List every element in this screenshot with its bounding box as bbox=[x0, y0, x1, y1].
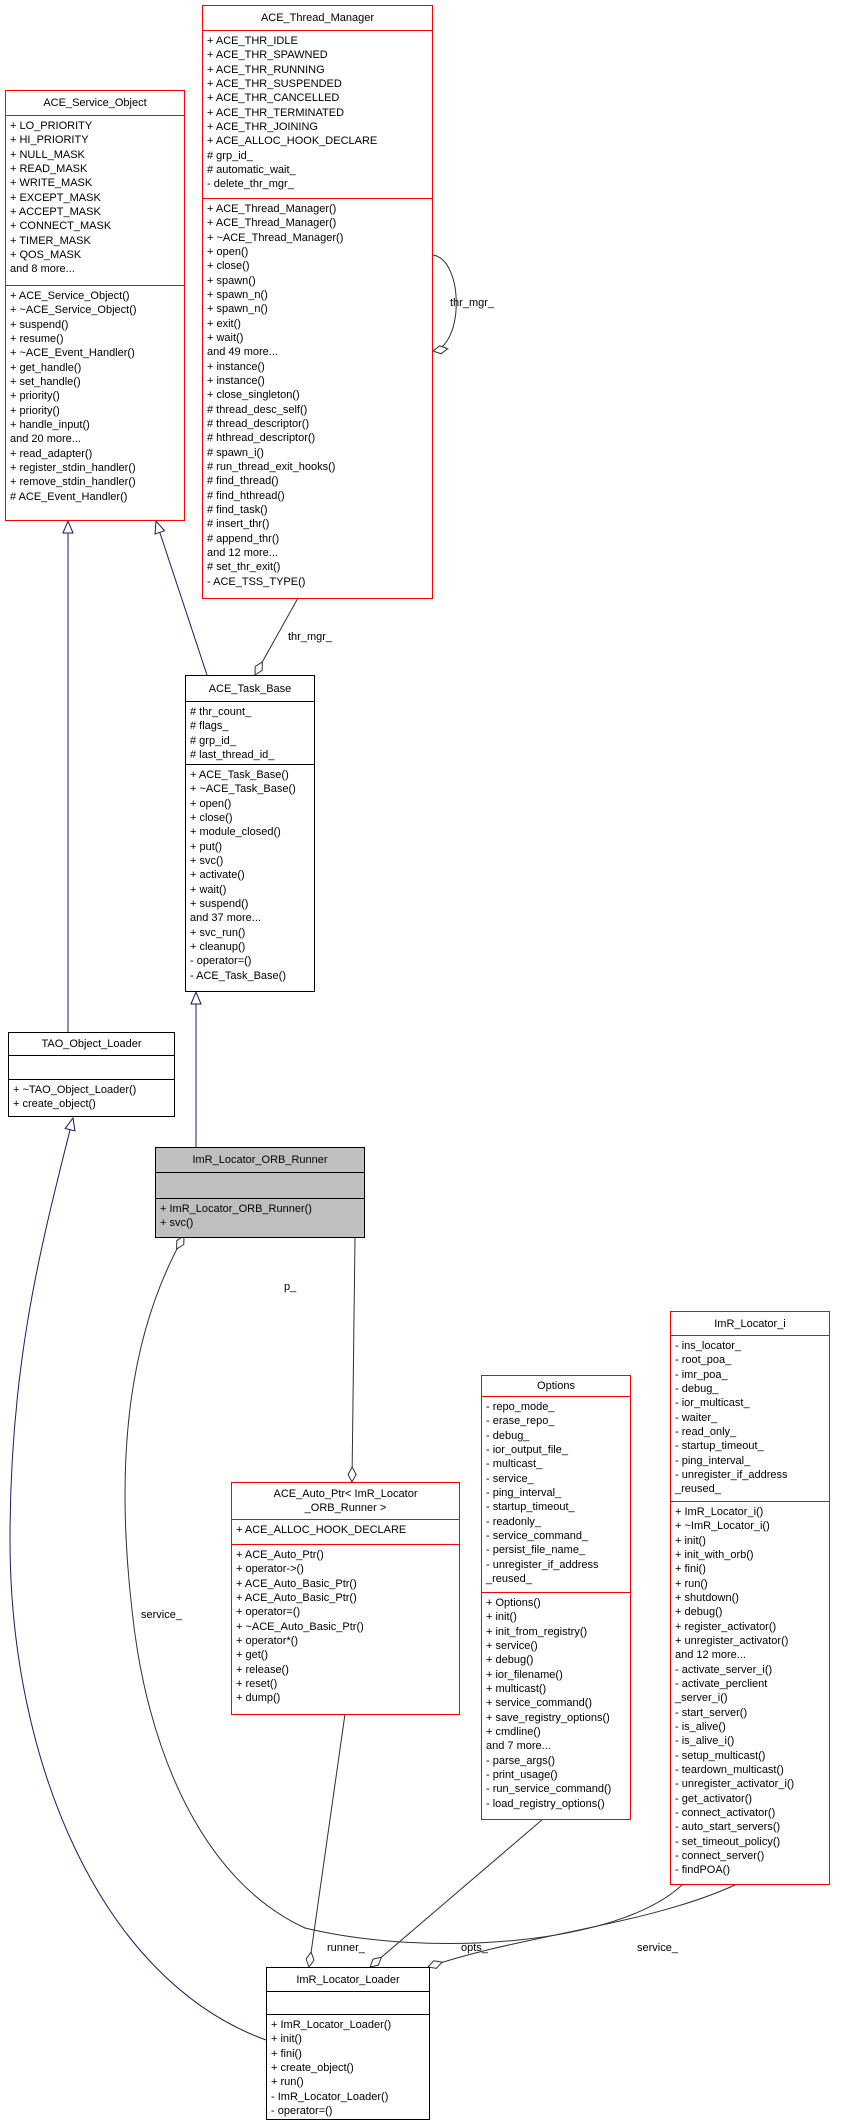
member-row: # grp_id_ bbox=[190, 734, 236, 747]
attributes-section bbox=[232, 1519, 459, 1544]
member-row: + service_command() bbox=[486, 1697, 593, 1710]
class-box-imr-locator-orb-runner[interactable] bbox=[155, 1147, 365, 1238]
member-row: + init_from_registry() bbox=[486, 1625, 588, 1638]
member-row: + svc_run() bbox=[190, 926, 246, 939]
member-row: + register_activator() bbox=[675, 1620, 777, 1633]
member-row: + spawn_n() bbox=[207, 303, 268, 316]
member-row: + ACE_Auto_Basic_Ptr() bbox=[236, 1577, 357, 1590]
member-row: - start_server() bbox=[675, 1706, 748, 1719]
edge-inheritance-locator-loader-to-tao-object-loader bbox=[10, 1118, 266, 2040]
class-title-line: ImR_Locator_ORB_Runner bbox=[192, 1154, 328, 1166]
edge-member-loader-service bbox=[428, 1884, 737, 1967]
member-row: + create_object() bbox=[13, 1098, 96, 1111]
member-row: - ping_interval_ bbox=[675, 1454, 751, 1467]
member-row: + suspend() bbox=[190, 897, 249, 910]
member-row: - service_ bbox=[486, 1472, 534, 1485]
class-box-tao-object-loader[interactable] bbox=[8, 1032, 175, 1117]
class-box-ace-service-object[interactable] bbox=[5, 90, 185, 521]
edge-label-opts: opts_ bbox=[461, 1942, 488, 1954]
methods-section bbox=[267, 2014, 429, 2119]
member-row: + run() bbox=[675, 1577, 708, 1590]
member-row: + ImR_Locator_i() bbox=[675, 1506, 764, 1518]
member-row: + operator*() bbox=[236, 1634, 299, 1647]
member-row: + ACE_THR_CANCELLED bbox=[207, 92, 340, 105]
edge-label-service-runner: service_ bbox=[141, 1609, 182, 1621]
member-row: + shutdown() bbox=[675, 1591, 739, 1604]
member-row: - debug_ bbox=[675, 1382, 719, 1395]
member-row: + ACE_THR_JOINING bbox=[207, 120, 318, 133]
member-row: + ACE_ALLOC_HOOK_DECLARE bbox=[207, 135, 378, 148]
member-row: # ACE_Event_Handler() bbox=[10, 490, 128, 503]
member-row: + spawn() bbox=[207, 274, 256, 287]
member-row: + ~ACE_Event_Handler() bbox=[10, 347, 135, 360]
member-row: + init() bbox=[486, 1611, 517, 1624]
member-row: + ACE_ALLOC_HOOK_DECLARE bbox=[236, 1524, 407, 1536]
member-row: - unregister_activator_i() bbox=[675, 1778, 795, 1791]
member-row: _server_i() bbox=[675, 1692, 728, 1705]
member-row: + put() bbox=[190, 840, 223, 853]
member-row: # grp_id_ bbox=[207, 149, 253, 162]
member-row: # spawn_i() bbox=[207, 446, 264, 459]
class-title bbox=[482, 1376, 630, 1396]
member-row: + spawn_n() bbox=[207, 288, 268, 301]
class-title bbox=[9, 1033, 174, 1055]
member-row: + debug() bbox=[486, 1654, 534, 1667]
member-row: - persist_file_name_ bbox=[486, 1544, 586, 1557]
edge-label-thr-mgr-loop: thr_mgr_ bbox=[450, 297, 495, 309]
member-row: + service() bbox=[486, 1639, 538, 1652]
member-row: - is_alive() bbox=[675, 1720, 726, 1733]
member-row: - root_poa_ bbox=[675, 1354, 732, 1367]
member-row: + cleanup() bbox=[190, 940, 246, 953]
methods-section bbox=[6, 285, 184, 520]
member-row: + ~TAO_Object_Loader() bbox=[13, 1084, 137, 1096]
edge-inheritance-task-base-to-service-object bbox=[156, 521, 207, 675]
class-box-options[interactable] bbox=[481, 1375, 631, 1820]
member-row: + close() bbox=[207, 260, 250, 273]
member-row: + svc() bbox=[190, 854, 224, 867]
class-title-line: ImR_Locator_Loader bbox=[296, 1973, 400, 1986]
member-row: + ~ACE_Service_Object() bbox=[10, 304, 137, 317]
member-row: - operator=() bbox=[271, 2104, 333, 2117]
member-row: + instance() bbox=[207, 374, 265, 387]
member-row: - ACE_TSS_TYPE() bbox=[207, 575, 306, 588]
member-row: + ACE_Thread_Manager() bbox=[207, 203, 337, 215]
class-title-line: _ORB_Runner > bbox=[304, 1502, 387, 1514]
member-row: - waiter_ bbox=[675, 1411, 718, 1424]
attributes-section bbox=[671, 1335, 829, 1501]
member-row: + init() bbox=[271, 2033, 302, 2046]
member-row: + svc() bbox=[160, 1217, 194, 1230]
member-row: + get() bbox=[236, 1649, 269, 1662]
member-row: + ACE_Auto_Basic_Ptr() bbox=[236, 1591, 357, 1604]
member-row: + debug() bbox=[675, 1606, 723, 1619]
member-row: + wait() bbox=[207, 331, 244, 344]
member-row: + ACE_THR_TERMINATED bbox=[207, 106, 345, 119]
member-row: - unregister_if_address bbox=[675, 1468, 788, 1481]
member-row: + priority() bbox=[10, 390, 60, 403]
member-row: + init() bbox=[675, 1534, 706, 1547]
methods-section bbox=[186, 764, 314, 991]
member-row: # insert_thr() bbox=[207, 518, 270, 531]
edge-member-loader-runner bbox=[309, 1714, 345, 1967]
member-row: - ping_interval_ bbox=[486, 1486, 562, 1499]
member-row: # last_thread_id_ bbox=[190, 748, 275, 761]
member-row: + suspend() bbox=[10, 318, 69, 331]
attributes-section bbox=[6, 115, 184, 285]
member-row: - read_only_ bbox=[675, 1425, 737, 1438]
class-title-line: ACE_Task_Base bbox=[208, 682, 292, 695]
attributes-section bbox=[482, 1396, 630, 1592]
member-row: and 12 more... bbox=[675, 1649, 746, 1662]
member-row: + ACCEPT_MASK bbox=[10, 205, 101, 218]
member-row: # automatic_wait_ bbox=[207, 163, 296, 176]
member-row: + QOS_MASK bbox=[10, 248, 82, 261]
member-row: + reset() bbox=[236, 1677, 278, 1690]
member-row: - readonly_ bbox=[486, 1515, 542, 1528]
member-row: + operator->() bbox=[236, 1563, 304, 1576]
member-row: + module_closed() bbox=[190, 826, 281, 839]
member-row: + ACE_Task_Base() bbox=[190, 769, 289, 781]
member-row: + ACE_Auto_Ptr() bbox=[236, 1549, 324, 1561]
member-row: + operator=() bbox=[236, 1606, 301, 1619]
edge-label-runner: runner_ bbox=[327, 1942, 365, 1954]
member-row: + unregister_activator() bbox=[675, 1634, 789, 1647]
member-row: + dump() bbox=[236, 1692, 281, 1705]
member-row: + handle_input() bbox=[10, 418, 90, 431]
class-box-ace-auto-ptr[interactable] bbox=[231, 1482, 460, 1715]
attributes-section bbox=[156, 1172, 364, 1198]
member-row: - imr_poa_ bbox=[675, 1368, 728, 1381]
member-row: - service_command_ bbox=[486, 1529, 589, 1542]
class-box-imr-locator-i[interactable] bbox=[670, 1311, 830, 1885]
class-title bbox=[232, 1483, 459, 1519]
member-row: + NULL_MASK bbox=[10, 148, 85, 161]
member-row: - startup_timeout_ bbox=[675, 1440, 764, 1453]
class-title-line: ACE_Auto_Ptr< ImR_Locator bbox=[273, 1488, 418, 1500]
member-row: + run() bbox=[271, 2076, 304, 2089]
member-row: - ins_locator_ bbox=[675, 1340, 742, 1352]
methods-section bbox=[232, 1544, 459, 1714]
member-row: + ior_filename() bbox=[486, 1668, 563, 1681]
class-title bbox=[6, 91, 184, 115]
member-row: + instance() bbox=[207, 360, 265, 373]
methods-section bbox=[671, 1501, 829, 1884]
member-row: # find_task() bbox=[207, 503, 268, 516]
member-row: + ~ACE_Auto_Basic_Ptr() bbox=[236, 1620, 364, 1633]
member-row: + open() bbox=[207, 245, 249, 258]
member-row: and 37 more... bbox=[190, 912, 261, 925]
edge-label-thr-mgr: thr_mgr_ bbox=[288, 631, 333, 643]
member-row: + resume() bbox=[10, 332, 64, 345]
edge-label-p: p_ bbox=[284, 1281, 297, 1293]
member-row: - connect_activator() bbox=[675, 1806, 776, 1819]
member-row: # find_hthread() bbox=[207, 489, 285, 502]
member-row: - is_alive_i() bbox=[675, 1735, 735, 1748]
member-row: + release() bbox=[236, 1663, 289, 1676]
member-row: - operator=() bbox=[190, 955, 252, 968]
member-row: _reused_ bbox=[486, 1572, 532, 1585]
member-row: - findPOA() bbox=[675, 1864, 731, 1877]
edge-member-auto-ptr-p bbox=[352, 1237, 355, 1482]
member-row: + ~ACE_Task_Base() bbox=[190, 783, 296, 796]
member-row: - repo_mode_ bbox=[486, 1401, 555, 1413]
member-row: + get_handle() bbox=[10, 361, 82, 374]
member-row: + init_with_orb() bbox=[675, 1548, 754, 1561]
attributes-section bbox=[267, 1991, 429, 2014]
member-row: + CONNECT_MASK bbox=[10, 220, 112, 233]
class-title bbox=[203, 6, 432, 30]
class-title bbox=[671, 1312, 829, 1335]
class-title bbox=[186, 676, 314, 701]
member-row: + LO_PRIORITY bbox=[10, 120, 93, 132]
member-row: + close_singleton() bbox=[207, 389, 300, 402]
member-row: + ACE_THR_RUNNING bbox=[207, 63, 325, 76]
member-row: - ior_output_file_ bbox=[486, 1443, 568, 1456]
member-row: - auto_start_servers() bbox=[675, 1821, 781, 1834]
edge-member-loader-opts bbox=[370, 1819, 543, 1967]
member-row: + Options() bbox=[486, 1597, 541, 1609]
attributes-section bbox=[9, 1055, 174, 1079]
member-row: + priority() bbox=[10, 404, 60, 417]
member-row: # thread_desc_self() bbox=[207, 403, 308, 416]
member-row: + set_handle() bbox=[10, 375, 81, 388]
class-title-line: Options bbox=[537, 1380, 575, 1392]
member-row: - multicast_ bbox=[486, 1458, 543, 1471]
member-row: # hthread_descriptor() bbox=[207, 432, 316, 445]
member-row: # append_thr() bbox=[207, 532, 280, 545]
member-row: + close() bbox=[190, 811, 233, 824]
member-row: - ACE_Task_Base() bbox=[190, 969, 286, 982]
member-row: + TIMER_MASK bbox=[10, 234, 91, 247]
member-row: - run_service_command() bbox=[486, 1783, 612, 1796]
member-row: + register_stdin_handler() bbox=[10, 461, 136, 474]
member-row: - connect_server() bbox=[675, 1849, 765, 1862]
member-row: # run_thread_exit_hooks() bbox=[207, 460, 336, 473]
member-row: - get_activator() bbox=[675, 1792, 753, 1805]
methods-section bbox=[482, 1592, 630, 1819]
member-row: + multicast() bbox=[486, 1682, 547, 1695]
class-title-line: ImR_Locator_i bbox=[714, 1317, 786, 1330]
member-row: - parse_args() bbox=[486, 1754, 556, 1767]
member-row: + READ_MASK bbox=[10, 162, 88, 175]
member-row: and 7 more... bbox=[486, 1740, 551, 1753]
member-row: + HI_PRIORITY bbox=[10, 134, 89, 147]
member-row: + fini() bbox=[271, 2047, 302, 2060]
member-row: _reused_ bbox=[675, 1483, 721, 1496]
member-row: + ACE_THR_IDLE bbox=[207, 35, 298, 47]
member-row: + exit() bbox=[207, 317, 241, 330]
member-row: + remove_stdin_handler() bbox=[10, 476, 136, 489]
member-row: + cmdline() bbox=[486, 1725, 541, 1738]
member-row: + EXCEPT_MASK bbox=[10, 191, 101, 204]
member-row: and 49 more... bbox=[207, 346, 278, 359]
member-row: - activate_perclient bbox=[675, 1677, 768, 1690]
methods-section bbox=[9, 1079, 174, 1116]
member-row: - activate_server_i() bbox=[675, 1663, 773, 1676]
member-row: + ACE_THR_SPAWNED bbox=[207, 49, 328, 62]
class-title-line: TAO_Object_Loader bbox=[41, 1038, 142, 1050]
member-row: # flags_ bbox=[190, 720, 229, 733]
member-row: + ImR_Locator_Loader() bbox=[271, 2019, 392, 2031]
member-row: and 12 more... bbox=[207, 546, 278, 559]
class-box-imr-locator-loader[interactable] bbox=[266, 1967, 430, 2120]
member-row: + ImR_Locator_ORB_Runner() bbox=[160, 1203, 312, 1215]
member-row: - ior_multicast_ bbox=[675, 1397, 750, 1410]
member-row: + ACE_Service_Object() bbox=[10, 290, 130, 302]
member-row: - ImR_Locator_Loader() bbox=[271, 2090, 389, 2103]
class-title-line: ACE_Service_Object bbox=[43, 97, 147, 109]
member-row: + ~ACE_Thread_Manager() bbox=[207, 231, 344, 244]
class-title bbox=[267, 1968, 429, 1991]
attributes-section bbox=[186, 701, 314, 764]
member-row: - unregister_if_address bbox=[486, 1558, 599, 1571]
member-row: # find_thread() bbox=[207, 475, 279, 488]
member-row: + activate() bbox=[190, 869, 245, 882]
member-row: + save_registry_options() bbox=[486, 1711, 610, 1724]
member-row: + wait() bbox=[190, 883, 227, 896]
member-row: + open() bbox=[190, 797, 232, 810]
member-row: and 20 more... bbox=[10, 433, 81, 446]
member-row: + WRITE_MASK bbox=[10, 177, 93, 190]
methods-section bbox=[203, 198, 432, 598]
class-title bbox=[156, 1148, 364, 1172]
member-row: - startup_timeout_ bbox=[486, 1501, 575, 1514]
edge-label-service-loader: service_ bbox=[637, 1942, 678, 1954]
member-row: # set_thr_exit() bbox=[207, 561, 281, 574]
member-row: - set_timeout_policy() bbox=[675, 1835, 781, 1848]
class-box-ace-thread-manager[interactable] bbox=[202, 5, 433, 599]
member-row: - setup_multicast() bbox=[675, 1749, 766, 1762]
member-row: + ACE_Thread_Manager() bbox=[207, 217, 337, 230]
member-row: + ~ImR_Locator_i() bbox=[675, 1520, 770, 1533]
attributes-section bbox=[203, 30, 432, 198]
member-row: + fini() bbox=[675, 1563, 706, 1576]
member-row: # thread_descriptor() bbox=[207, 417, 310, 430]
member-row: and 8 more... bbox=[10, 263, 75, 276]
member-row: - print_usage() bbox=[486, 1768, 558, 1781]
member-row: + ACE_THR_SUSPENDED bbox=[207, 77, 342, 90]
member-row: - teardown_multicast() bbox=[675, 1763, 784, 1776]
member-row: - debug_ bbox=[486, 1429, 530, 1442]
methods-section bbox=[156, 1198, 364, 1237]
class-box-ace-task-base[interactable] bbox=[185, 675, 315, 992]
class-title-line: ACE_Thread_Manager bbox=[260, 12, 375, 24]
member-row: + read_adapter() bbox=[10, 447, 93, 460]
member-row: # thr_count_ bbox=[190, 706, 252, 718]
member-row: + create_object() bbox=[271, 2061, 354, 2074]
member-row: - erase_repo_ bbox=[486, 1415, 555, 1428]
member-row: - delete_thr_mgr_ bbox=[207, 178, 294, 191]
member-row: - load_registry_options() bbox=[486, 1797, 605, 1810]
